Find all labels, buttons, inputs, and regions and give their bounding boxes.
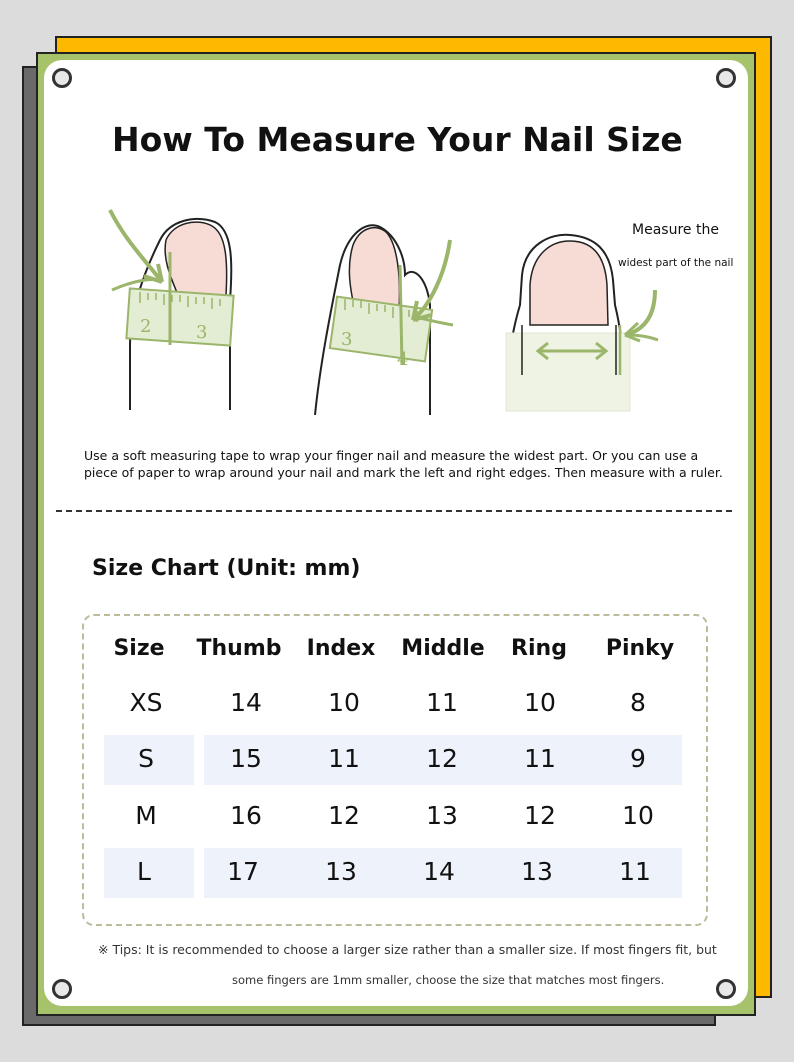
measure-note-line-2: widest part of the nail xyxy=(618,257,734,269)
finger-illustration-1 xyxy=(100,200,250,415)
tips-line-2: some fingers are 1mm smaller, choose the size that matches most fingers. xyxy=(232,973,665,987)
table-cell: 14 xyxy=(423,857,455,886)
col-header-index: Index xyxy=(306,636,376,661)
table-cell: 12 xyxy=(426,744,458,773)
rivet-top-left xyxy=(52,68,72,88)
col-header-size: Size xyxy=(113,636,165,661)
table-cell: 12 xyxy=(328,801,360,830)
tape-mark-3: 3 xyxy=(341,329,353,350)
table-cell: 11 xyxy=(524,744,556,773)
size-cell: M xyxy=(135,801,157,830)
section-divider xyxy=(56,510,732,512)
tips-line-1: ※ Tips: It is recommended to choose a larger size rather than a smaller size. If most fingers fit, but xyxy=(98,942,717,957)
col-header-thumb: Thumb xyxy=(196,636,282,661)
instructions-text: Use a soft measuring tape to wrap your finger nail and measure the widest part. Or you can use a piece of paper to wrap around your nail and mark the left and right edges. Then measure with a ruler. xyxy=(84,448,723,480)
table-cell: 11 xyxy=(619,857,651,886)
rivet-top-right xyxy=(716,68,736,88)
tape-mark-1: 2 xyxy=(140,316,152,337)
rivet-bottom-left xyxy=(52,979,72,999)
table-cell: 15 xyxy=(230,744,262,773)
size-cell: L xyxy=(137,857,151,886)
table-cell: 10 xyxy=(622,801,654,830)
table-cell: 9 xyxy=(630,744,646,773)
table-cell: 13 xyxy=(426,801,458,830)
table-cell: 8 xyxy=(630,688,646,717)
table-cell: 12 xyxy=(524,801,556,830)
table-cell: 10 xyxy=(524,688,556,717)
rivet-bottom-right xyxy=(716,979,736,999)
size-cell: XS xyxy=(129,688,163,717)
col-header-middle: Middle xyxy=(401,636,485,661)
measure-note-line-1: Measure the xyxy=(632,222,719,238)
finger-illustration-3 xyxy=(500,225,665,415)
size-cell: S xyxy=(138,744,154,773)
table-cell: 14 xyxy=(230,688,262,717)
page-title: How To Measure Your Nail Size xyxy=(112,120,683,159)
table-cell: 11 xyxy=(426,688,458,717)
table-cell: 13 xyxy=(325,857,357,886)
table-cell: 17 xyxy=(227,857,259,886)
tape-mark-2: 3 xyxy=(196,322,208,343)
tape-mark-4: 4 xyxy=(397,349,409,370)
finger-illustration-2 xyxy=(305,215,465,415)
col-header-ring: Ring xyxy=(511,636,567,661)
size-chart-title: Size Chart (Unit: mm) xyxy=(92,556,361,581)
table-cell: 13 xyxy=(521,857,553,886)
table-cell: 16 xyxy=(230,801,262,830)
table-cell: 11 xyxy=(328,744,360,773)
table-cell: 10 xyxy=(328,688,360,717)
col-header-pinky: Pinky xyxy=(605,636,675,661)
